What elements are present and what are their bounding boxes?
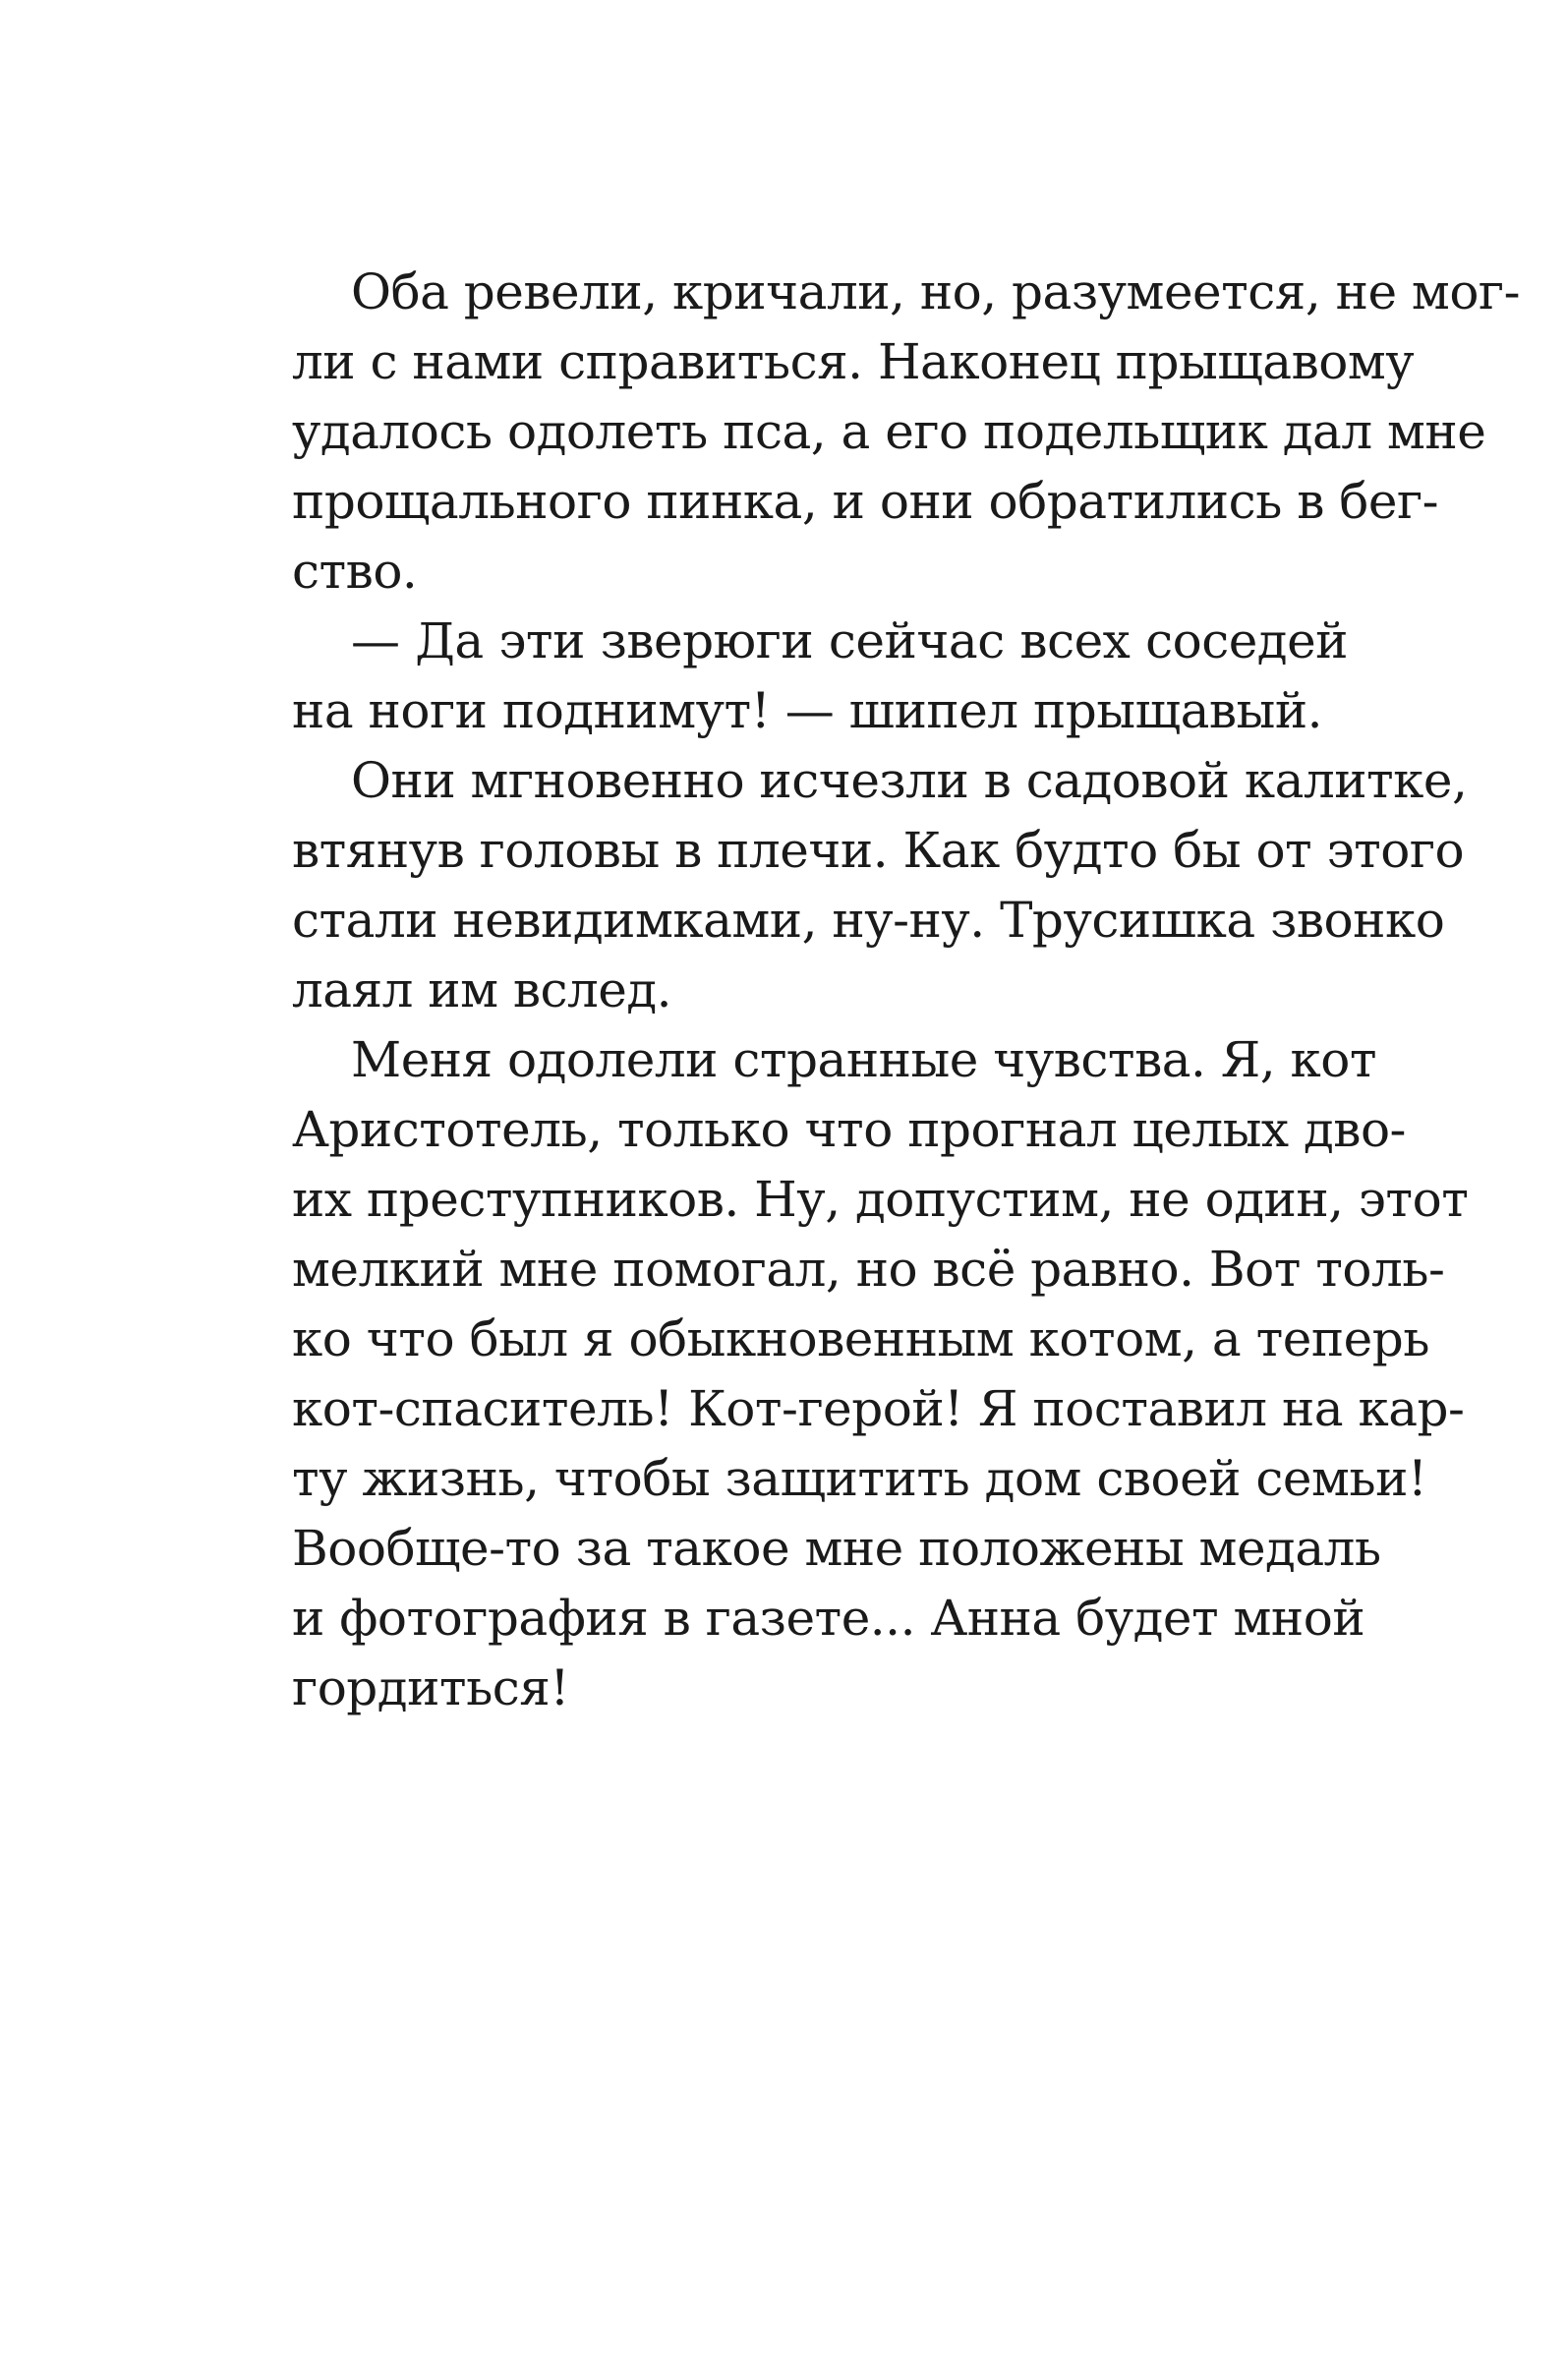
text-line: кот-спаситель! Кот-герой! Я поставил на кар- — [292, 1380, 1465, 1437]
body-text — [292, 258, 1521, 1723]
text-line: Вообще-то за такое мне положены медаль — [292, 1520, 1381, 1577]
text-line: лаял им вслед. — [292, 961, 672, 1018]
text-line: Они мгновенно исчезли в садовой калитке, — [351, 752, 1468, 809]
text-line: ли с нами справиться. Наконец прыщавому — [292, 333, 1415, 390]
text-line: стали невидимками, ну-ну. Трусишка звонко — [292, 892, 1445, 949]
text-line: — Да эти зверюги сейчас всех соседей — [351, 612, 1348, 669]
text-line: прощального пинка, и они обратились в бег- — [292, 473, 1439, 530]
text-line: Оба ревели, кричали, но, разумеется, не мог- — [351, 263, 1521, 320]
text-line: на ноги поднимут! — шипел прыщавый. — [292, 682, 1323, 739]
text-line: Меня одолели странные чувства. Я, кот — [351, 1031, 1376, 1088]
text-line: удалось одолеть пса, а его подельщик дал мне — [292, 403, 1486, 460]
text-line: и фотография в газете... Анна будет мной — [292, 1590, 1365, 1647]
text-line: гордиться! — [292, 1659, 569, 1716]
text-line: ство. — [292, 543, 418, 600]
text-line: Аристотель, только что прогнал целых дво- — [292, 1101, 1406, 1158]
text-line: их преступников. Ну, допустим, не один, этот — [292, 1171, 1469, 1228]
text-line: ко что был я обыкновенным котом, а теперь — [292, 1310, 1429, 1367]
text-line: ту жизнь, чтобы защитить дом своей семьи! — [292, 1450, 1427, 1507]
text-line: втянув головы в плечи. Как будто бы от этого — [292, 822, 1465, 879]
text-line: мелкий мне помогал, но всё равно. Вот толь- — [292, 1241, 1445, 1298]
